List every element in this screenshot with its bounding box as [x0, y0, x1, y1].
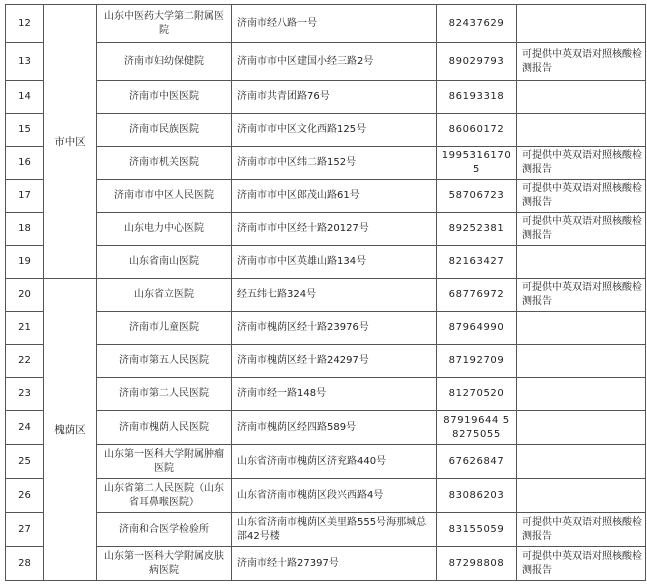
hospital-name: 山东省第二人民医院（山东省耳鼻喉医院） [97, 479, 232, 513]
hospital-name: 济南市机关医院 [97, 147, 232, 180]
hospital-name: 山东省南山医院 [97, 246, 232, 279]
row-number: 24 [6, 411, 44, 445]
hospital-name: 山东电力中心医院 [97, 213, 232, 246]
district-cell: 市中区 [44, 5, 97, 279]
hospital-address: 济南市经八路一号 [232, 5, 437, 43]
row-number: 26 [6, 479, 44, 513]
row-number: 15 [6, 114, 44, 147]
hospital-phone: 87919644 58275055 [437, 411, 517, 445]
row-number: 16 [6, 147, 44, 180]
table-row [6, 279, 646, 312]
hospital-phone: 81270520 [437, 378, 517, 411]
row-number: 18 [6, 213, 44, 246]
table-row [6, 547, 646, 581]
hospital-name: 济南市儿童医院 [97, 312, 232, 345]
hospital-note: 可提供中英双语对照核酸检测报告 [517, 43, 646, 81]
hospital-note [517, 246, 646, 279]
hospital-note [517, 378, 646, 411]
table-row [6, 378, 646, 411]
row-number: 19 [6, 246, 44, 279]
table-row [6, 213, 646, 246]
table-row [6, 43, 646, 81]
hospital-address: 山东省济南市槐荫区济兖路440号 [232, 445, 437, 479]
hospital-name: 山东第一医科大学附属皮肤病医院 [97, 547, 232, 581]
hospital-note [517, 479, 646, 513]
hospital-note: 可提供中英双语对照核酸检测报告 [517, 213, 646, 246]
hospital-note: 可提供中英双语对照核酸检测报告 [517, 180, 646, 213]
row-number: 13 [6, 43, 44, 81]
table-row [6, 345, 646, 378]
hospital-note [517, 5, 646, 43]
hospital-name: 济南市第二人民医院 [97, 378, 232, 411]
hospital-address: 山东省济南市槐荫区美里路555号海那城总部42号楼 [232, 513, 437, 547]
hospital-phone: 67626847 [437, 445, 517, 479]
row-number: 22 [6, 345, 44, 378]
table-row [6, 445, 646, 479]
table-row [6, 81, 646, 114]
hospital-name: 山东省立医院 [97, 279, 232, 312]
hospital-phone: 87964990 [437, 312, 517, 345]
district-cell: 槐荫区 [44, 279, 97, 581]
hospital-phone: 82437629 [437, 5, 517, 43]
table-row [6, 5, 646, 43]
hospital-note [517, 345, 646, 378]
table-row [6, 411, 646, 445]
hospital-address: 济南市市中区建国小经三路2号 [232, 43, 437, 81]
hospital-phone: 86060172 [437, 114, 517, 147]
hospital-phone: 87192709 [437, 345, 517, 378]
hospital-name: 济南市民族医院 [97, 114, 232, 147]
row-number: 17 [6, 180, 44, 213]
hospital-note [517, 312, 646, 345]
hospital-address: 济南市共青团路76号 [232, 81, 437, 114]
hospital-phone: 83086203 [437, 479, 517, 513]
hospital-table-body [6, 5, 646, 581]
hospital-phone: 58706723 [437, 180, 517, 213]
row-number: 21 [6, 312, 44, 345]
hospital-table [5, 4, 646, 581]
hospital-note [517, 411, 646, 445]
hospital-note: 可提供中英双语对照核酸检测报告 [517, 513, 646, 547]
hospital-address: 经五纬七路324号 [232, 279, 437, 312]
hospital-name: 济南和合医学检验所 [97, 513, 232, 547]
table-row [6, 147, 646, 180]
hospital-name: 山东中医药大学第二附属医院 [97, 5, 232, 43]
table-row [6, 479, 646, 513]
hospital-note [517, 445, 646, 479]
hospital-address: 济南市市中区经十路20127号 [232, 213, 437, 246]
hospital-note: 可提供中英双语对照核酸检测报告 [517, 547, 646, 581]
row-number: 12 [6, 5, 44, 43]
hospital-address: 济南市槐荫区经四路589号 [232, 411, 437, 445]
hospital-note: 可提供中英双语对照核酸检测报告 [517, 147, 646, 180]
row-number: 23 [6, 378, 44, 411]
hospital-phone: 89029793 [437, 43, 517, 81]
hospital-note: 可提供中英双语对照核酸检测报告 [517, 279, 646, 312]
hospital-name: 济南市第五人民医院 [97, 345, 232, 378]
row-number: 28 [6, 547, 44, 581]
row-number: 27 [6, 513, 44, 547]
hospital-address: 山东省济南市槐荫区段兴西路4号 [232, 479, 437, 513]
hospital-address: 济南市经一路148号 [232, 378, 437, 411]
hospital-phone: 68776972 [437, 279, 517, 312]
hospital-address: 济南市经十路27397号 [232, 547, 437, 581]
hospital-name: 济南市妇幼保健院 [97, 43, 232, 81]
hospital-phone: 86193318 [437, 81, 517, 114]
hospital-address: 济南市市中区纬二路152号 [232, 147, 437, 180]
hospital-phone: 87298808 [437, 547, 517, 581]
hospital-name: 济南市槐荫人民医院 [97, 411, 232, 445]
table-row [6, 246, 646, 279]
hospital-name: 山东第一医科大学附属肿瘤医院 [97, 445, 232, 479]
table-row [6, 180, 646, 213]
hospital-name: 济南市中医医院 [97, 81, 232, 114]
table-row [6, 312, 646, 345]
hospital-address: 济南市市中区文化西路125号 [232, 114, 437, 147]
row-number: 14 [6, 81, 44, 114]
hospital-address: 济南市槐荫区经十路24297号 [232, 345, 437, 378]
hospital-phone: 89252381 [437, 213, 517, 246]
hospital-phone: 19953161705 [437, 147, 517, 180]
hospital-name: 济南市市中区人民医院 [97, 180, 232, 213]
row-number: 25 [6, 445, 44, 479]
hospital-note [517, 81, 646, 114]
hospital-address: 济南市市中区英雄山路134号 [232, 246, 437, 279]
hospital-phone: 83155059 [437, 513, 517, 547]
row-number: 20 [6, 279, 44, 312]
hospital-address: 济南市槐荫区经十路23976号 [232, 312, 437, 345]
table-row [6, 114, 646, 147]
hospital-phone: 82163427 [437, 246, 517, 279]
hospital-note [517, 114, 646, 147]
table-row [6, 513, 646, 547]
hospital-address: 济南市市中区郎茂山路61号 [232, 180, 437, 213]
